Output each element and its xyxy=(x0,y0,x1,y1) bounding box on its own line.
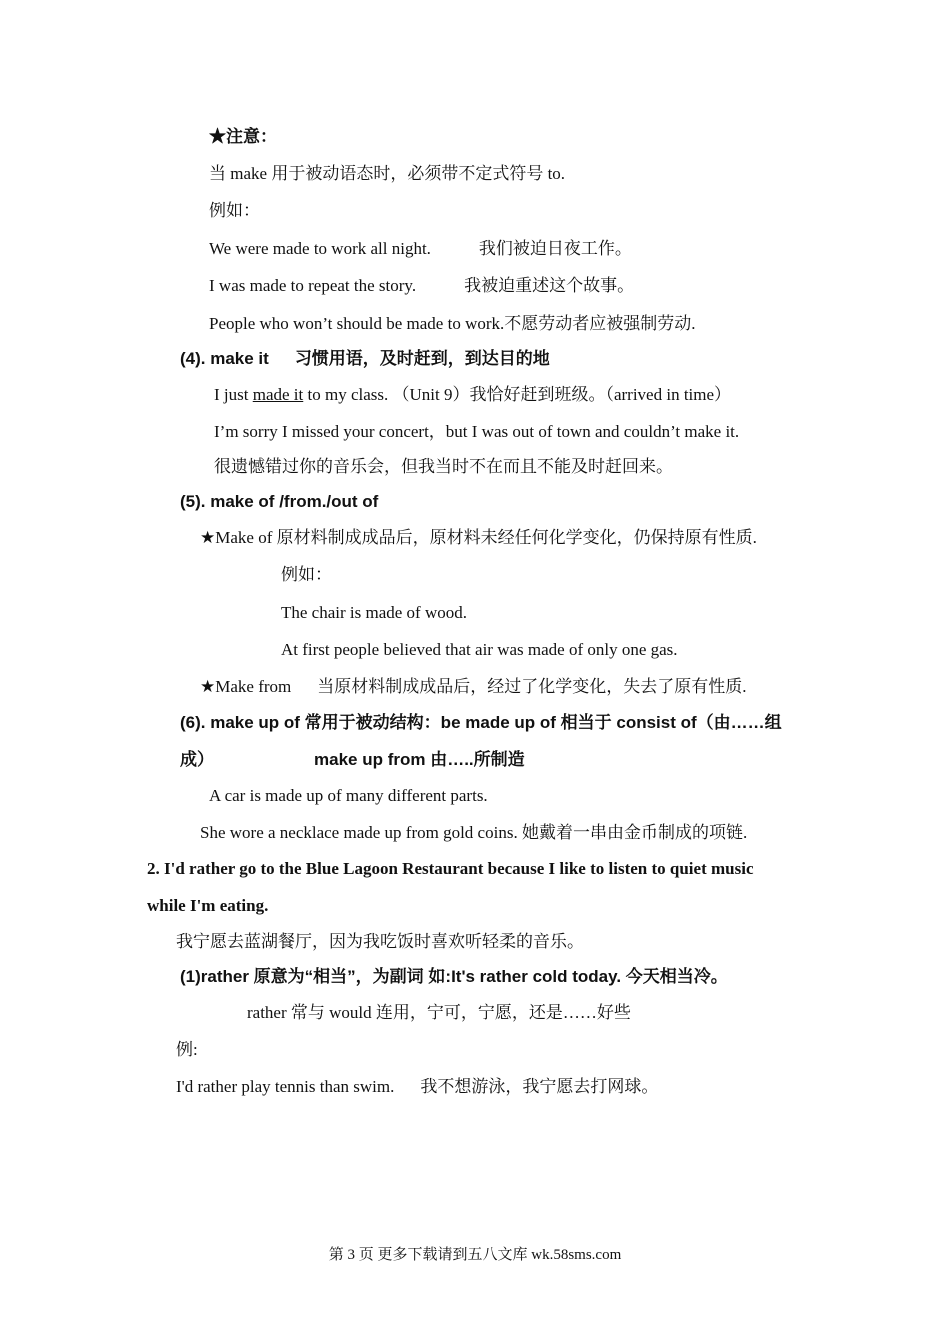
text-run: to my class. （Unit 9）我恰好赶到班级。（arrived in time） xyxy=(303,385,732,404)
heading-fragment: make up from 由…..所制造 xyxy=(314,750,525,769)
sentence-2-translation: 我宁愿去蓝湖餐厅，因为我吃饭时喜欢听轻柔的音乐。 xyxy=(176,932,584,951)
section-heading-5: (5). make of /from./out of xyxy=(180,492,379,511)
note-example-label: 例如： xyxy=(209,201,260,220)
sentence-2-heading-cont: while I'm eating. xyxy=(147,896,269,915)
example-sentence xyxy=(209,275,634,297)
underlined-phrase: made it xyxy=(252,385,304,404)
section-heading-6: (6). make up of 常用于被动结构：be made up of 相当于 consist of（由……组 xyxy=(180,713,782,732)
rule-desc: 当原材料制成成品后，经过了化学变化，失去了原有性质. xyxy=(317,677,747,696)
example-en: I'd rather play tennis than swim. xyxy=(176,1077,395,1096)
heading-term: (4). make it xyxy=(180,349,269,368)
example-sentence xyxy=(209,238,632,260)
example-en: I was made to repeat the story. xyxy=(209,276,417,295)
heading-fragment: 成） xyxy=(180,750,214,769)
example-sentence: She wore a necklace made up from gold coins. 她戴着一串由金币制成的项链. xyxy=(200,823,748,842)
example-cn: 我不想游泳，我宁愿去打网球。 xyxy=(420,1077,659,1096)
rather-usage: rather 常与 would 连用，宁可，宁愿，还是……好些 xyxy=(247,1003,631,1022)
example-sentence: A car is made up of many different parts. xyxy=(209,786,488,805)
example-cn: 我被迫重述这个故事。 xyxy=(464,276,635,295)
heading-desc: 习惯用语，及时赶到，到达目的地 xyxy=(294,349,550,368)
note-rule: 当 make 用于被动语态时，必须带不定式符号 to. xyxy=(209,164,566,183)
example-label: 例: xyxy=(176,1040,198,1059)
rule-term: ★Make from xyxy=(200,677,292,696)
example-label: 例如： xyxy=(281,565,332,584)
example-sentence: I’m sorry I missed your concert，but I was out of town and couldn’t make it. xyxy=(214,422,740,441)
example-translation: 很遗憾错过你的音乐会，但我当时不在而且不能及时赶回来。 xyxy=(214,457,673,476)
rule-make-of: ★Make of 原材料制成成品后，原材料未经任何化学变化，仍保持原有性质. xyxy=(200,528,757,547)
section-heading-4 xyxy=(180,348,550,370)
example-sentence: The chair is made of wood. xyxy=(281,603,467,622)
example-sentence: At first people believed that air was made of only one gas. xyxy=(281,640,678,659)
note-title: ★注意： xyxy=(209,127,277,146)
example-sentence xyxy=(176,1076,658,1098)
sentence-2-heading: 2. I'd rather go to the Blue Lagoon Restaurant because I like to listen to quiet music xyxy=(147,859,754,878)
page-footer: 第 3 页 更多下载请到五八文库 wk.58sms.com xyxy=(328,1247,622,1263)
rather-heading: (1)rather 原意为“相当”，为副词 如:It's rather cold today. 今天相当冷。 xyxy=(180,967,728,986)
text-run: I just xyxy=(214,385,253,404)
rule-make-from xyxy=(200,676,747,698)
section-heading-6-cont xyxy=(180,749,525,771)
example-sentence xyxy=(214,384,731,406)
example-cn: 我们被迫日夜工作。 xyxy=(478,239,632,258)
example-en: We were made to work all night. xyxy=(209,239,431,258)
example-sentence: People who won’t should be made to work.不愿劳动者应被强制劳动. xyxy=(209,314,696,333)
